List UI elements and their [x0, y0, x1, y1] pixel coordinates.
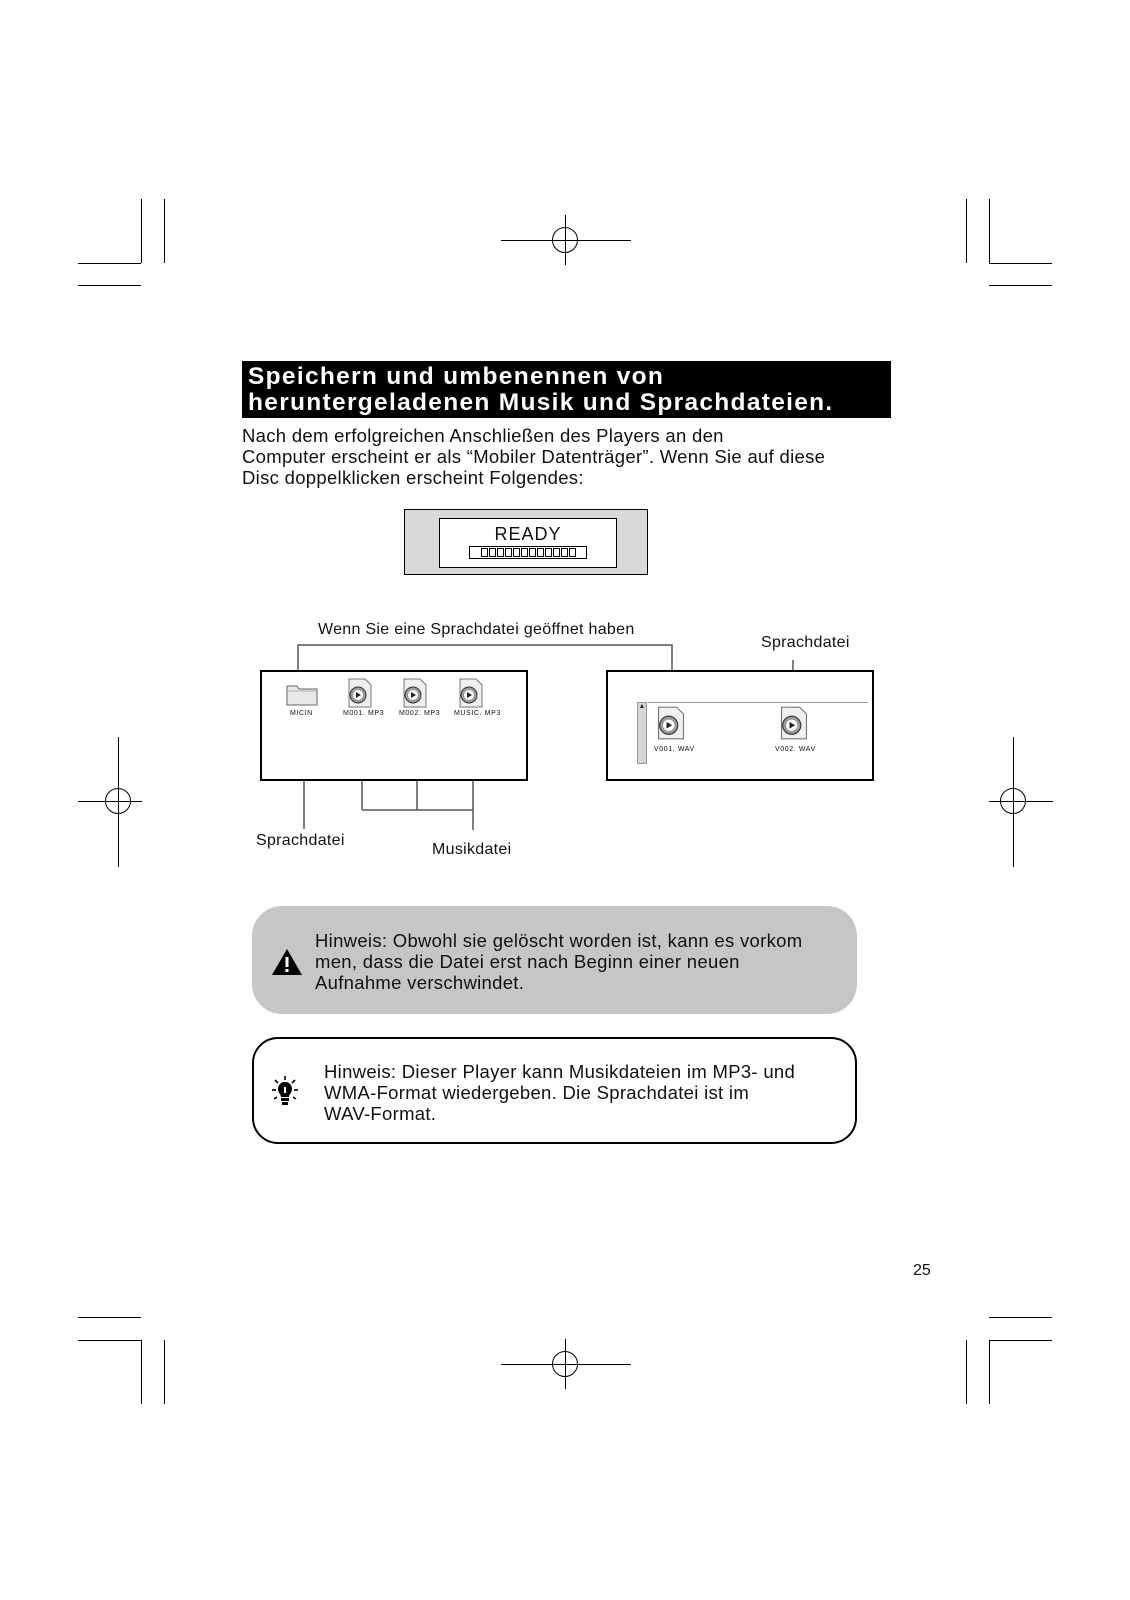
- lightbulb-icon: [270, 1075, 300, 1114]
- warning-hint-line-2: men, dass die Datei erst nach Beginn einer neuen: [315, 951, 740, 972]
- intro-line-1: Nach dem erfolgreichen Anschließen des Players an den: [242, 425, 724, 446]
- tip-hint-line-2: WMA-Format wiedergeben. Die Sprachdatei ist im: [324, 1082, 750, 1103]
- scrollbar[interactable]: [637, 702, 647, 764]
- section-title-line-1: Speichern und umbenennen von: [248, 363, 665, 390]
- warning-hint-line-1: Hinweis: Obwohl sie gelöscht worden ist, kann es vorkom: [315, 930, 803, 951]
- warning-hint-line-3: Aufnahme verschwindet.: [315, 972, 525, 993]
- audio-file-icon[interactable]: [778, 706, 810, 745]
- lcd-status-text: READY: [494, 524, 562, 544]
- intro-line-3: Disc doppelklicken erscheint Folgendes:: [242, 467, 584, 488]
- audio-file-icon[interactable]: [655, 706, 687, 745]
- tip-hint-line-1: Hinweis: Dieser Player kann Musikdateien im MP3- und: [324, 1061, 796, 1082]
- folder-icon[interactable]: [286, 682, 318, 706]
- audio-file-icon[interactable]: [401, 678, 429, 713]
- page-number: 25: [913, 1262, 931, 1279]
- warning-hint-text: [315, 930, 802, 993]
- file-name-micin[interactable]: MICIN: [290, 710, 313, 717]
- file-name-m002[interactable]: M002. MP3: [399, 710, 441, 717]
- file-name-m001[interactable]: M001. MP3: [343, 710, 385, 717]
- diagram-top-label: Wenn Sie eine Sprachdatei geöffnet haben: [318, 621, 635, 638]
- section-title-line-2: heruntergeladenen Musik und Sprachdateien.: [248, 389, 834, 416]
- scroll-up-icon[interactable]: ▲: [638, 703, 646, 710]
- tip-hint-line-3: WAV-Format.: [324, 1103, 437, 1124]
- warning-icon: [271, 948, 303, 981]
- tip-hint-text: [324, 1061, 795, 1124]
- diagram-bottom-left-label: Sprachdatei: [256, 832, 345, 849]
- intro-line-2: Computer erscheint er als “Mobiler Datenträger”. Wenn Sie auf diese: [242, 446, 826, 467]
- file-name-music[interactable]: MUSIC. MP3: [454, 710, 501, 717]
- diagram-right-label: Sprachdatei: [761, 634, 850, 651]
- audio-file-icon[interactable]: [346, 678, 374, 713]
- file-name-v001[interactable]: V001. WAV: [654, 746, 695, 753]
- file-name-v002[interactable]: V002. WAV: [775, 746, 816, 753]
- diagram-bottom-mid-label: Musikdatei: [432, 841, 512, 858]
- audio-file-icon[interactable]: [457, 678, 485, 713]
